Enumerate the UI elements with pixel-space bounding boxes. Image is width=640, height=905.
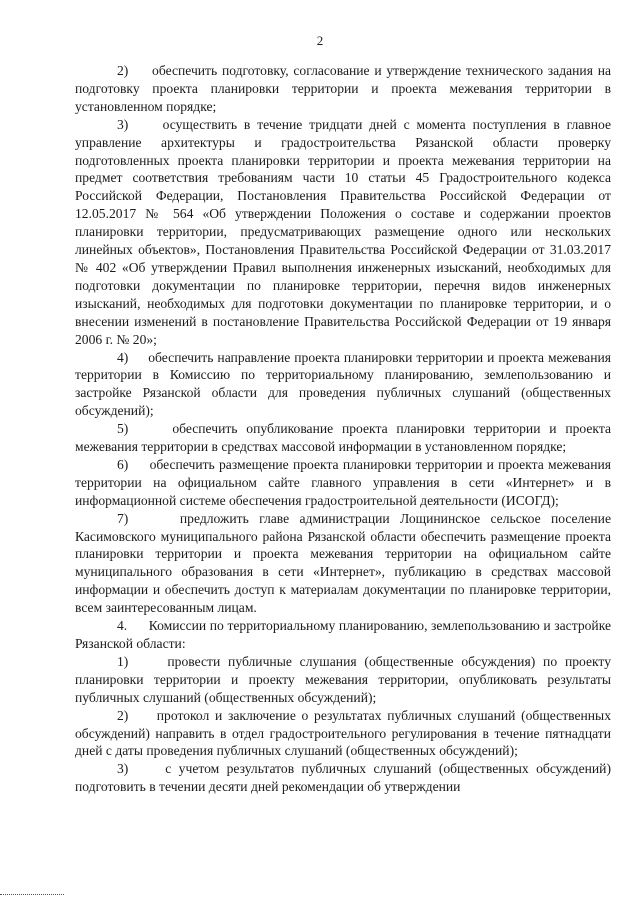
- page-number: 2: [316, 33, 324, 48]
- paragraph-item-3: 3) осуществить в течение тридцати дней с момента поступления в главное управление архитектуры и градостроительства Рязанской области проверку подготовленных проекта планировки территории и проекта межевания территории на предмет соответствия требованиям части 10 статьи 45 Градостроительного кодекса Российской Федерации, Постановления Правительства Российской Федерации от 12.05.2017 № 564 «Об утверждении Положения о составе и содержании проектов планировки территории, предусматривающих размещение одного или нескольких линейных объектов», Постановления Правительства Российской Федерации от 31.03.2017 № 402 «Об утверждении Правил выполнения инженерных изысканий, необходимых для подготовки документации по планировке территории, перечня видов инженерных изысканий, необходимых для подготовки документации по планировке территории, и о внесении изменений в постановление Правительства Российской Федерации от 19 января 2006 г. № 20»;: [75, 116, 611, 347]
- paragraph-item-7: 7) предложить главе администрации Лощининское сельское поселение Касимовского муниципального района Рязанской области обеспечить размещение проекта планировки территории и проекта межевания территории на официальном сайте муниципального образования в сети «Интернет», публикацию в средствах массовой информации и обеспечить доступ к материалам документации по планировке территории, всем заинтересованным лицам.: [75, 510, 611, 616]
- paragraph-item-2: 2) обеспечить подготовку, согласование и утверждение технического задания на подготовку проекта планировки территории и проекта межевания территории в установленном порядке;: [75, 63, 611, 114]
- paragraph-item-4: 4) обеспечить направление проекта планировки территории и проекта межевания территории в Комиссию по территориальному планированию, землепользованию и застройке Рязанской области для проведения публичных слушаний (общественных обсуждений);: [75, 349, 611, 419]
- footer-divider: [0, 894, 64, 895]
- paragraph-item-6: 6) обеспечить размещение проекта планировки территории и проекта межевания территории на официальном сайте главного управления в сети «Интернет» и в информационной системе обеспечения градостроительной деятельности (ИСОГД);: [75, 456, 611, 508]
- section-4-heading: 4. Комиссии по территориальному планированию, землепользованию и застройке Рязанской области:: [75, 618, 611, 651]
- document-body: [75, 62, 611, 796]
- section-4-item-1: 1) провести публичные слушания (общественные обсуждения) по проекту планировки территории и проекту межевания территории, опубликовать результаты публичных слушаний (общественных обсуждений);: [75, 653, 611, 705]
- section-4-item-3: 3) с учетом результатов публичных слушаний (общественных обсуждений) подготовить в течении десяти дней рекомендации об утверждении: [75, 761, 611, 795]
- section-4-item-2: 2) протокол и заключение о результатах публичных слушаний (общественных обсуждений) направить в отдел градостроительного регулирования в течение пятнадцати дней с даты проведения публичных слушаний (общественных обсуждений);: [75, 707, 611, 759]
- paragraph-item-5: 5) обеспечить опубликование проекта планировки территории и проекта межевания территории в средствах массовой информации в установленном порядке;: [75, 421, 611, 455]
